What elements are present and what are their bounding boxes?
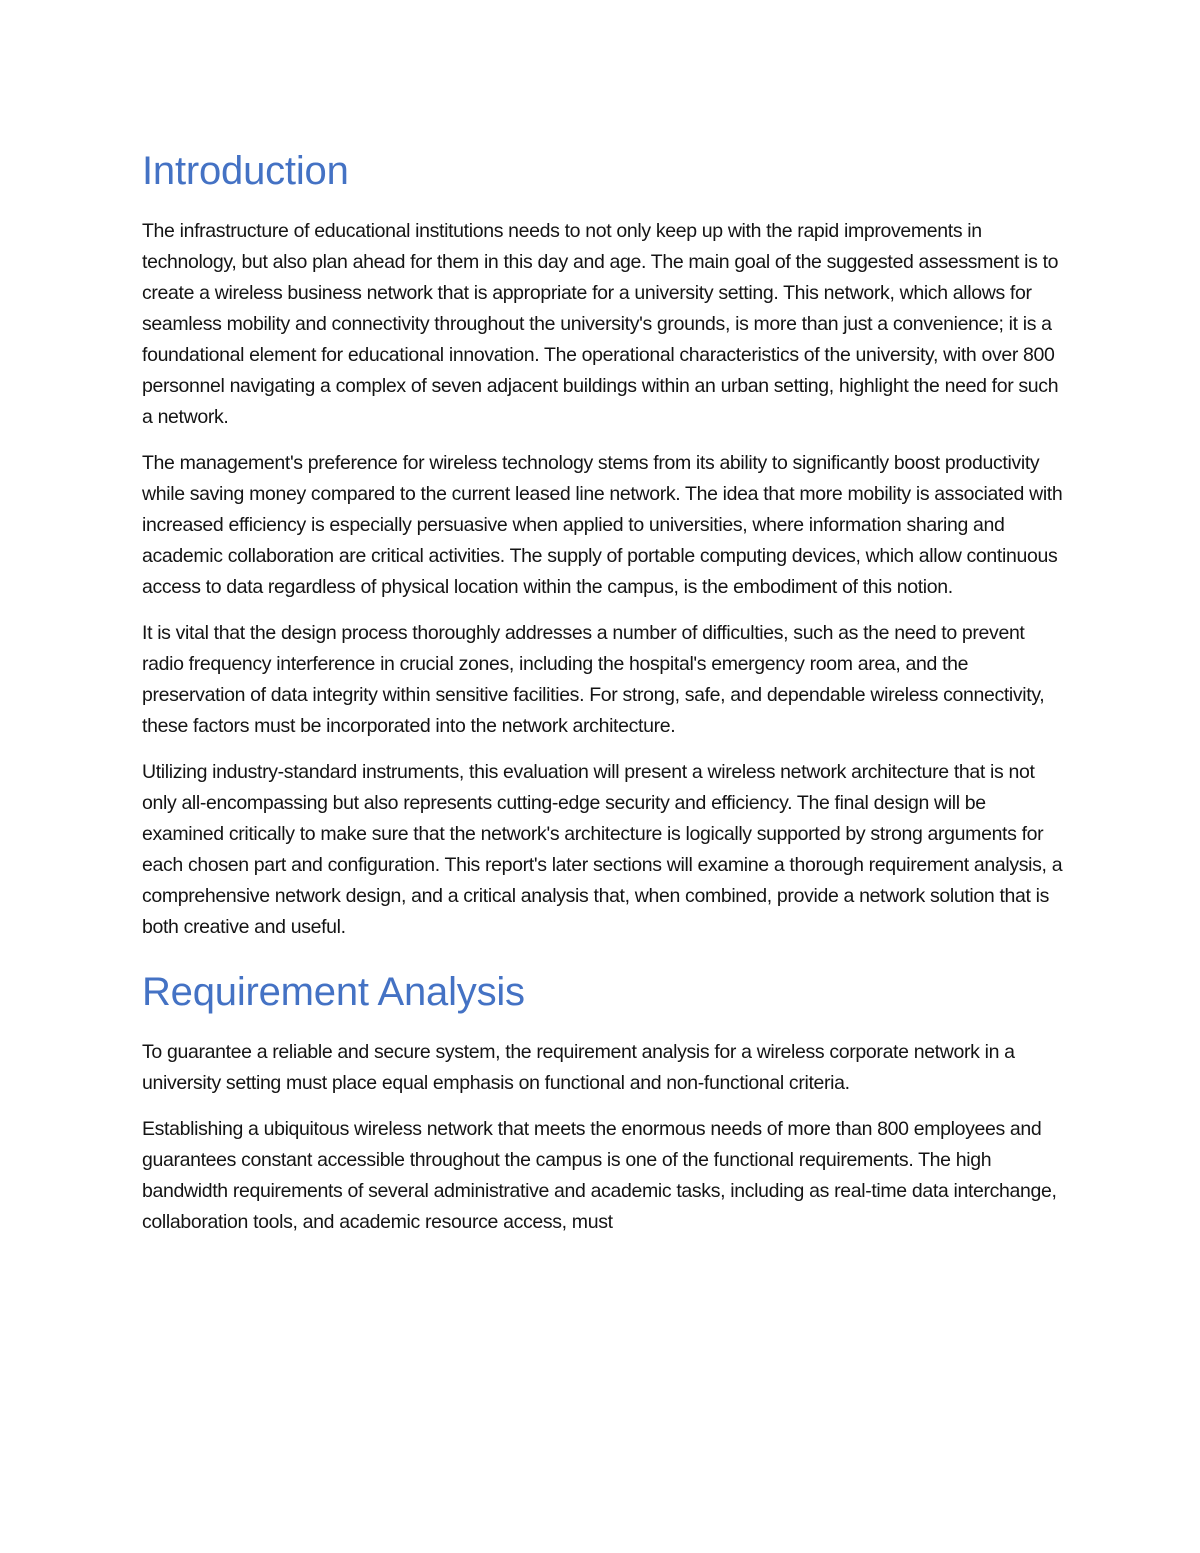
paragraph: It is vital that the design process thoroughly addresses a number of difficulties, such as the need to prevent radio frequency interference in crucial zones, including the hospital's emergency room area, and the preservation of data integrity within sensitive facilities. For strong, safe, and dependable wireless connectivity, these factors must be incorporated into the network architecture. [142, 622, 1045, 737]
heading-requirement-analysis: Requirement Analysis [142, 970, 525, 1014]
paragraph: Establishing a ubiquitous wireless network that meets the enormous needs of more than 800 employees and guarantees constant accessible throughout the campus is one of the functional requirements. The high bandwidth requirements of several administrative and academic tasks, including as real-time data interchange, collaboration tools, and academic resource access, must [142, 1118, 1057, 1233]
document-body [142, 146, 1067, 1253]
paragraph: The management's preference for wireless technology stems from its ability to significantly boost productivity while saving money compared to the current leased line network. The idea that more mobility is associated with increased efficiency is especially persuasive when applied to universities, where information sharing and academic collaboration are critical activities. The supply of portable computing devices, which allow continuous access to data regardless of physical location within the campus, is the embodiment of this notion. [142, 452, 1063, 598]
paragraph: The infrastructure of educational institutions needs to not only keep up with the rapid improvements in technology, but also plan ahead for them in this day and age. The main goal of the suggested assessment is to create a wireless business network that is appropriate for a university setting. This network, which allows for seamless mobility and connectivity throughout the university's grounds, is more than just a convenience; it is a foundational element for educational innovation. The operational characteristics of the university, with over 800 personnel navigating a complex of seven adjacent buildings within an urban setting, highlight the need for such a network. [142, 220, 1059, 428]
heading-introduction: Introduction [142, 149, 349, 193]
paragraph: Utilizing industry-standard instruments, this evaluation will present a wireless network architecture that is not only all-encompassing but also represents cutting-edge security and efficiency. The final design will be examined critically to make sure that the network's architecture is logically supported by strong arguments for each chosen part and configuration. This report's later sections will examine a thorough requirement analysis, a comprehensive network design, and a critical analysis that, when combined, provide a network solution that is both creative and useful. [142, 761, 1063, 938]
paragraph: To guarantee a reliable and secure system, the requirement analysis for a wireless corporate network in a university setting must place equal emphasis on functional and non-functional criteria. [142, 1041, 1015, 1094]
